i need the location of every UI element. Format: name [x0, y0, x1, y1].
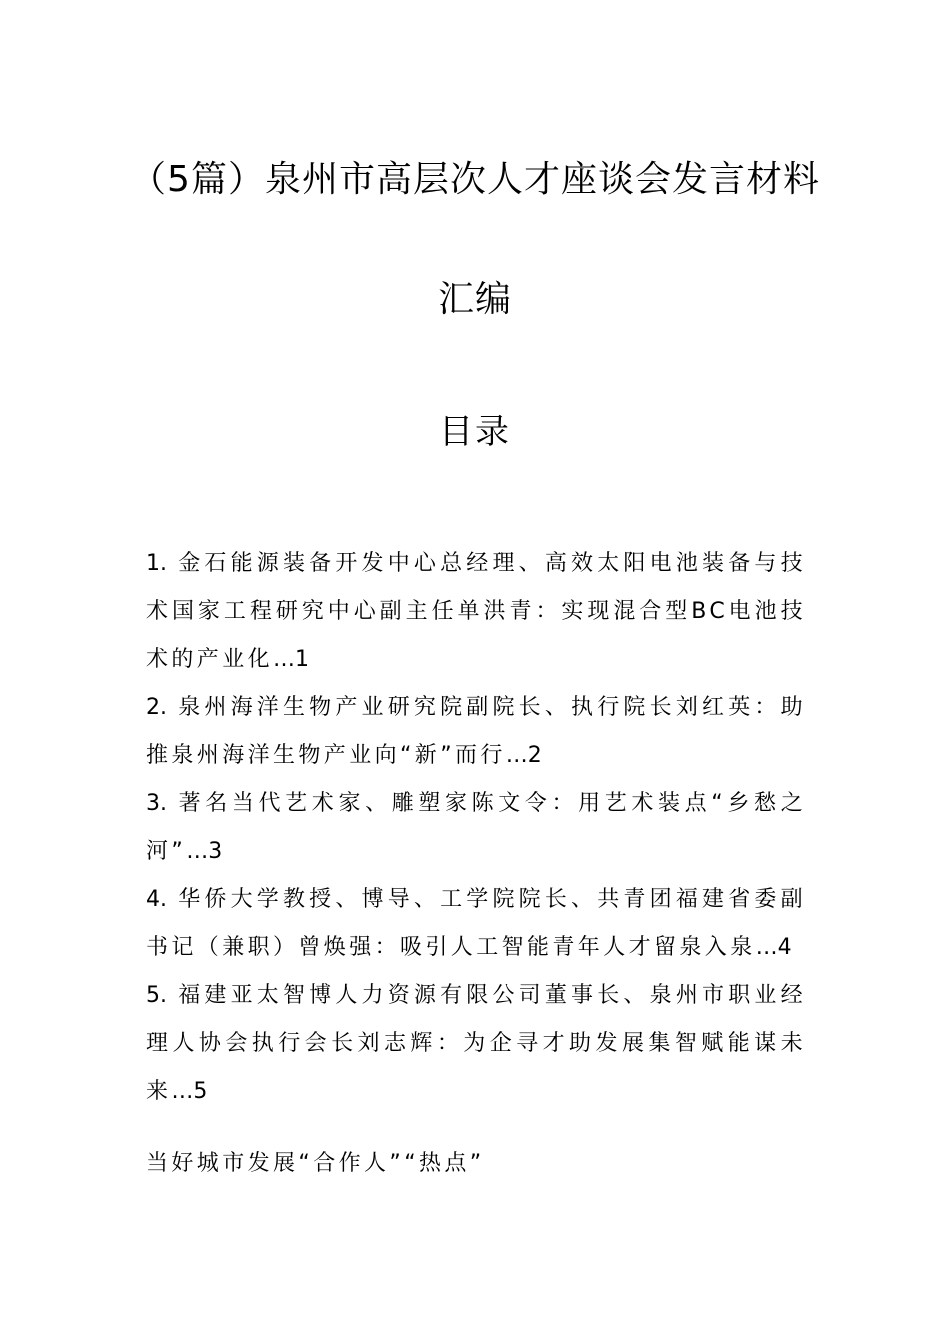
toc-entry-page: 5 — [193, 1079, 208, 1104]
toc-entry-leader: … — [755, 935, 778, 960]
toc-entry-leader: … — [186, 839, 209, 864]
toc-entry-leader: … — [171, 1079, 194, 1104]
toc-entry-text: 泉州海洋生物产业研究院副院长、执行院长刘红英：助推泉州海洋生物产业向“新”而行 — [146, 695, 806, 768]
toc-entry-3[interactable] — [146, 780, 806, 876]
toc-entry-text: 金石能源装备开发中心总经理、高效太阳电池装备与技术国家工程研究中心副主任单洪青：实现混合型BC电池技术的产业化 — [146, 551, 806, 672]
toc-entry-leader: … — [505, 743, 528, 768]
document-title-line-2: 汇编 — [437, 279, 512, 320]
toc-entry-number: 5. — [146, 983, 167, 1008]
toc-entry-page: 4 — [777, 935, 792, 960]
toc-entry-page: 3 — [208, 839, 223, 864]
toc-entry-number: 2. — [146, 695, 167, 720]
section-heading: 当好城市发展“合作人”“热点” — [146, 1151, 485, 1176]
toc-entry-2[interactable] — [146, 684, 806, 780]
toc-entry-1[interactable] — [146, 540, 806, 684]
toc-entry-number: 1. — [146, 551, 167, 576]
toc-entry-text: 著名当代艺术家、雕塑家陈文令：用艺术装点“乡愁之河” — [146, 791, 807, 864]
toc-heading: 目录 — [439, 412, 511, 452]
toc-entry-page: 1 — [295, 647, 310, 672]
toc-entry-page: 2 — [527, 743, 542, 768]
toc-entry-text: 华侨大学教授、博导、工学院院长、共青团福建省委副书记（兼职）曾焕强：吸引人工智能青年人才留泉入泉 — [146, 887, 806, 960]
toc-entry-leader: … — [273, 647, 296, 672]
table-of-contents — [146, 540, 806, 1116]
toc-entry-number: 3. — [146, 791, 167, 816]
toc-entry-text: 福建亚太智博人力资源有限公司董事长、泉州市职业经理人协会执行会长刘志辉：为企寻才助发展集智赋能谋未来 — [146, 983, 806, 1104]
toc-entry-4[interactable] — [146, 876, 806, 972]
toc-entry-number: 4. — [146, 887, 167, 912]
toc-entry-5[interactable] — [146, 972, 806, 1116]
document-title-line-1: （5篇）泉州市高层次人才座谈会发言材料 — [130, 159, 820, 200]
